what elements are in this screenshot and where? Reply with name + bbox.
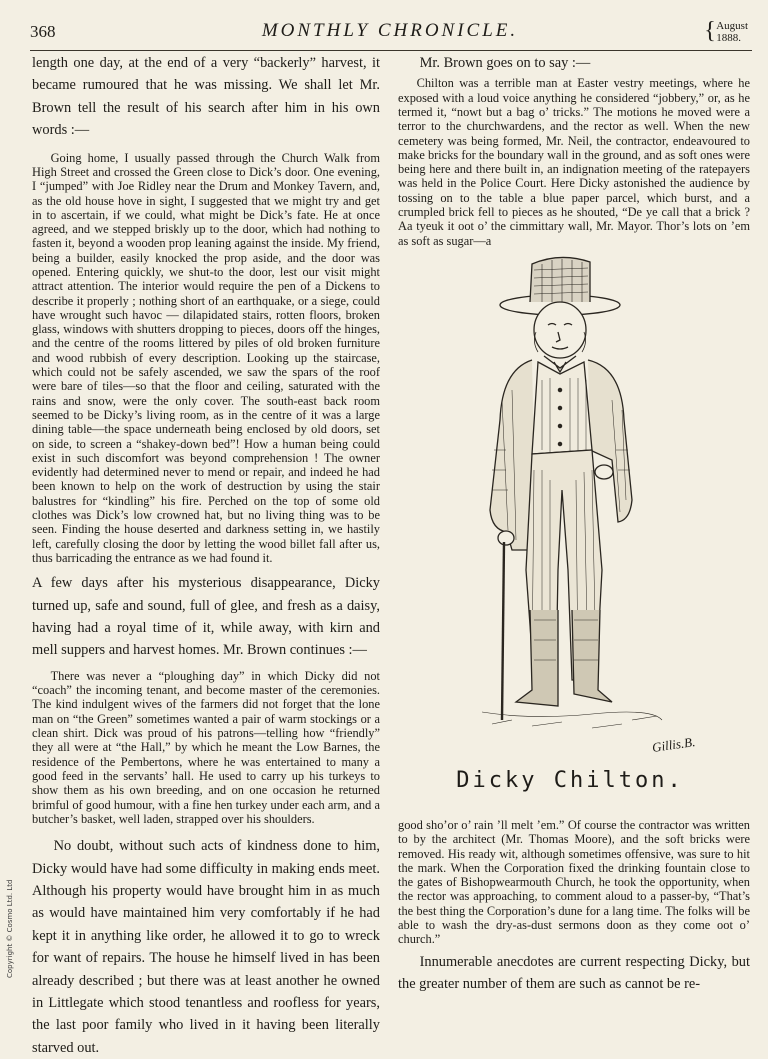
paragraph: A few days after his mysterious disappearance, Dicky turned up, safe and sound, full of glee, and fresh as a daisy, having had a royal time of it, while away, with kirn and mell suppers and harvest homes. Mr. Brown continues :—	[32, 575, 380, 659]
publication-title: MONTHLY CHRONICLE.	[261, 20, 519, 41]
paragraph: Mr. Brown goes on to say :—	[419, 55, 591, 71]
illustration-caption: Dicky Chilton.	[456, 768, 684, 793]
block-quote: good sho’or o’ rain ’ll melt ’em.” Of course the contractor was written to by the architect (Mr. Thomas Moore), and the soft bricks were removed. His ready wit, although sometimes offensive, was sure to hit the mark. When the Corporation fixed the drinking fountain close to the gates of Bishopwearmouth Church, he took the opportunity, when the rector was approaching, to comment aloud to a passer-by, “That’s the best thing the Corporation’s dune for a lang time. The folks will be able to wash the dry-as-dust sermons doon as they come oot o’ church.”	[398, 818, 750, 947]
page-header	[30, 20, 750, 50]
paragraph: length one day, at the end of a very “backerly” harvest, it became rumoured that he was missing. We shall let Mr. Brown tell the result of his search after him in his own words :—	[32, 55, 380, 139]
boots	[516, 610, 612, 706]
right-column	[398, 52, 750, 248]
block-quote: Going home, I usually passed through the Church Walk from High Street and crossed the Green close to Dick’s door. One evening, I “jumped” with Joe Ridley near the Drum and Monkey Tavern, and, as the old house hove in sight, I suggested that we might try and get in to ascertain, if we could, what might be Dick’s fate. He at once agreed, and we stepped briskly up to the door, which had nothing to fasten it, beyond a wooden prop leaning against the inside. My friend, being a builder, easily knocked the prop aside, and the door was opened. Entering quickly, we shut-to the door, lest our visit might attract attention. The interior would require the pen of a Dickens to describe it properly ; nothing short of an earthquake, or a siege, could have wrought such havoc — dilapidated stairs, rotten floors, broken glass, windows with shutters dropping to pieces, doors off the hinges, and the centre of the rooms littered by piles of old broken furniture and wood rubbish of every description. Looking up the staircase, which could not be safely ascended, we saw the spars of the roof were bare of tiles—so that the floor and ceiling, saturated with the rains and snow, were the only cover. The south-east back room seemed to be Dicky’s living room, as in the centre of it was a large dining table—the space underneath being enclosed by old doors, set on side, to screen a “shakey-down bed”! How a human being could exist in such discomfort was beyond comprehension ! The owner evidently had determined never to mend or repair, and indeed he had been known to help on the work of destruction by using the stair balustres for “kindling” his fire. Perched on the top of some old clothes was Dick’s low crowned hat, but no living thing was to be seen. Finding the house deserted and darkness setting in, we hastily left, carefully closing the door by letting the wood billet fall after us, thus barricading the entrance as we had found it.	[32, 150, 380, 565]
brace-glyph: {	[704, 18, 716, 44]
header-rule	[30, 50, 752, 51]
paragraph: Innumerable anecdotes are current respecting Dicky, but the greater number of them are such as cannot be re-	[398, 953, 750, 993]
block-quote: Chilton was a terrible man at Easter vestry meetings, where he exposed with a loud voice anything he considered “jobbery,” or, as he termed it, “nowt but a bag o’ tricks.” The motions he moved were a terror to the churchwardens, and the rector as well. When the new cemetery was being formed, Mr. Neil, the contractor, endeavoured to make bricks for the boundary wall in the ground, and as soft ones were being here and there built in, an indignation meeting of the ratepayers was held in the Police Court. Here Dicky astonished the audience by tossing on to the table a blue paper parcel, which burst, and a crumpled brick fell to pieces as he shouted, “De ye call that a brick ? Aa tyeuk it oot o’ the cimmittary wall, Mr. Mayor. Thor’s lots on ’em as soft as sugar—a	[398, 76, 750, 248]
artist-signature: Gillis.B.	[651, 734, 697, 755]
page-number: 368	[30, 22, 56, 41]
right-column-lower	[398, 818, 750, 995]
issue-date	[704, 18, 748, 44]
issue-month: August	[716, 20, 748, 32]
portrait-illustration	[472, 250, 672, 750]
block-quote: There was never a “ploughing day” in which Dicky did not “coach” the incoming tenant, and become master of the ceremonies. The kind indulgent wives of the farmers did not forget that the lone man on “the Green” sometimes wanted a pair of warm stockings or a clean shirt. Dick was proud of his patrons—telling how “friendly” they all were at “the Hall,” by which he meant the Low Barnes, the residence of the Pembertons, where he was entertained to many a good feed in the servants’ hall. He used to carry up his turkeys to show them as his own breeding, and on one occasion he returned brimful of good humour, with a fine hen turkey under each arm, and a butcher’s basket, well laden, strapped over his shoulders.	[32, 668, 380, 826]
issue-year: 1888.	[716, 32, 741, 44]
waistcoat	[532, 362, 592, 454]
right-hand	[595, 465, 613, 479]
head	[534, 302, 586, 358]
ground-shading	[482, 712, 662, 728]
left-column	[32, 52, 380, 1059]
paragraph: No doubt, without such acts of kindness done to him, Dicky would have had some difficulty in making ends meet. Although his property would have brought him in as much as would have maintained him very comfortably if he had kept it in anything like order, he allowed it to go to wreck for want of repairs. The house he himself lived in has been already described ; but there was at least another he owned in Littlegate which stood tenantless and roofless for years, the last poor family who lived in it having been literally starved out.	[32, 838, 380, 1056]
copyright-notice: Copyright © Cosmo Ltd. Ltd	[6, 879, 14, 978]
left-hand	[498, 531, 514, 545]
walking-stick	[502, 542, 504, 720]
